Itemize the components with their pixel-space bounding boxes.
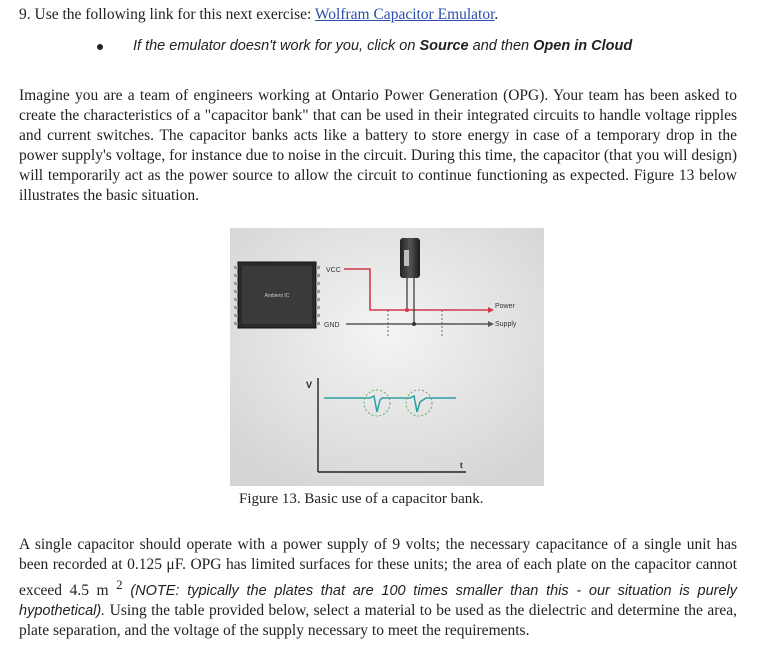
bullet-open-in-cloud: Open in Cloud — [533, 38, 633, 54]
bullet-text-1: If the emulator doesn't work for you, click on — [133, 38, 420, 54]
bullet-text — [133, 38, 632, 54]
requirements-paragraph — [19, 535, 737, 641]
req-note: (NOTE: typically the plates that are 100 times smaller than this - our situation is purely hypothetical). — [19, 583, 738, 620]
bullet-text-2: and then — [468, 38, 534, 54]
figure-13 — [230, 228, 544, 486]
ic-chip — [234, 262, 320, 328]
req-text-2: Using the table provided below, select a material to be used as the dielectric and determine the area, plate separation, and the voltage of the supply necessary to meet the requirements. — [19, 602, 737, 640]
req-text-1: A single capacitor should operate with a power supply of 9 volts; the necessary capacitance of a single unit has been recorded at 0.125 μF. OPG has limited surfaces for these units; the area of each plate on the capacitor cannot exceed 4.5 m — [19, 536, 737, 600]
capacitor-bank-diagram — [230, 228, 544, 486]
question-prefix: 9. Use the following link for this next exercise: — [19, 6, 315, 23]
bullet-dot-icon — [97, 44, 103, 50]
figure-caption: Figure 13. Basic use of a capacitor bank. — [239, 491, 484, 507]
question-suffix: . — [494, 6, 499, 23]
question-heading — [19, 6, 498, 24]
v-axis-label: V — [306, 380, 313, 390]
power-supply-label-1: Power — [495, 303, 515, 310]
t-axis-label: t — [460, 461, 463, 470]
intro-paragraph: Imagine you are a team of engineers working at Ontario Power Generation (OPG). Your team has been asked to create the characteristics of a "capacitor bank" that can be used in their integrated circuits to handle voltage ripples and current switches. The capacitor banks acts like a battery to store energy in case of a temporary drop in the power supply's voltage, for instance due to noise in the circuit. During this time, the capacitor (that you will design) will temporarily act as the power source to allow the circuit to continue functioning as expected. Figure 13 below illustrates the basic situation. — [19, 87, 737, 204]
wolfram-link[interactable]: Wolfram Capacitor Emulator — [314, 6, 495, 23]
bullet-source: Source — [419, 38, 469, 54]
power-supply-label-2: Supply — [495, 321, 517, 328]
vcc-label: VCC — [326, 267, 341, 274]
chip-label: Ambient IC — [264, 293, 290, 299]
req-superscript: 2 — [116, 577, 123, 592]
gnd-label: GND — [324, 322, 340, 329]
